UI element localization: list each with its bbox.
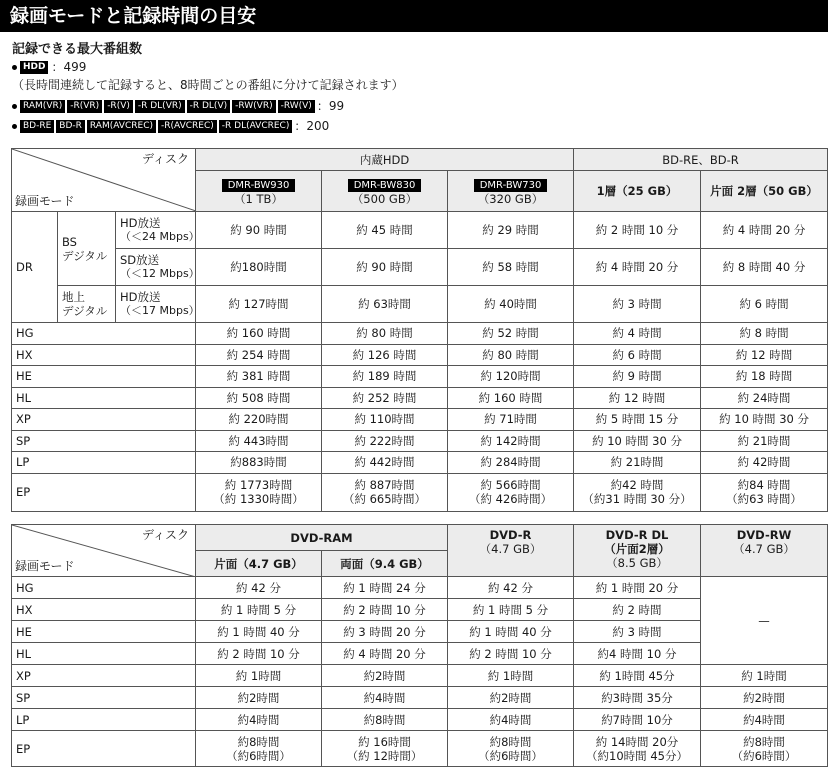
dvd-rw-name: DVD-RW: [736, 528, 792, 542]
bullet-icon: [12, 65, 17, 70]
table1-corner: [12, 149, 196, 212]
table-row: [12, 323, 828, 345]
table-cell: 約 24時間: [701, 387, 828, 409]
bd-single-header: 1層（25 GB）: [574, 171, 701, 212]
group-hdd: 内蔵HDD: [196, 149, 574, 171]
dvd-r-dl-name: DVD-R DL: [605, 528, 669, 542]
table-cell: 約 126 時間: [322, 344, 448, 366]
corner-disc-label: ディスク: [141, 528, 189, 542]
table-cell: 約4時間: [196, 709, 322, 731]
table-cell: 約 4 時間: [574, 323, 701, 345]
mode-label: HE: [12, 621, 196, 643]
table-cell: 約 1 時間 24 分: [322, 577, 448, 599]
table-cell: 約180時間: [196, 249, 322, 286]
table-cell: 約 3 時間 20 分: [322, 621, 448, 643]
table-cell: 約 90 時間: [196, 212, 322, 249]
dvd-rw-not-supported: —: [701, 577, 828, 665]
model-header: [196, 171, 322, 212]
table-cell: 約 2 時間 10 分: [574, 212, 701, 249]
table-cell: 約 160 時間: [196, 323, 322, 345]
table-cell: 約3時間 35分: [574, 687, 701, 709]
format-chip: RAM(VR): [20, 100, 65, 113]
table-row: [12, 249, 828, 286]
format-chip: -R(V): [104, 100, 133, 113]
value-main: 約42 時間: [610, 478, 664, 492]
table-cell: 約 1時間: [701, 665, 828, 687]
table-cell: 約 443時間: [196, 430, 322, 452]
table-row: [12, 366, 828, 388]
ram-dual-header: 両面（9.4 GB）: [322, 551, 448, 577]
mode-label: EP: [12, 473, 196, 511]
model-name: [322, 177, 447, 192]
table-cell: [322, 473, 448, 511]
model-header: [322, 171, 448, 212]
value-sub: （約6時間）: [731, 748, 797, 763]
format-chip: -R(AVCREC): [158, 120, 217, 133]
format-chip: -R DL(AVCREC): [219, 120, 293, 133]
table-cell: 約 21時間: [701, 430, 828, 452]
bullet-icon: [12, 104, 17, 109]
table-cell: 約8時間: [322, 709, 448, 731]
table-cell: 約 9 時間: [574, 366, 701, 388]
table-row: [12, 387, 828, 409]
table-cell: [574, 473, 701, 511]
bs-digital-label: BS デジタル: [58, 212, 116, 286]
mode-label: HX: [12, 599, 196, 621]
table-cell: [196, 731, 322, 767]
mode-label: XP: [12, 665, 196, 687]
table-row: [12, 665, 828, 687]
value-sub: （約 12時間）: [346, 748, 423, 763]
hdd-chip: HDD: [20, 61, 48, 74]
table-cell: 約4 時間 10 分: [574, 643, 701, 665]
format-chip: -R DL(V): [187, 100, 231, 113]
format-chip: BD-RE: [20, 120, 54, 133]
table-cell: 約 2 時間 10 分: [448, 643, 574, 665]
table-cell: 約2時間: [322, 665, 448, 687]
bitrate: （＜24 Mbps）: [120, 230, 200, 243]
model-capacity: （500 GB）: [351, 191, 418, 206]
table-cell: [574, 731, 701, 767]
table-cell: 約2時間: [701, 687, 828, 709]
table-cell: 約 12 時間: [701, 344, 828, 366]
format-chip: -R DL(VR): [135, 100, 185, 113]
table-cell: [196, 473, 322, 511]
value-main: 約 14時間 20分: [595, 734, 679, 749]
dvd-r-name: DVD-R: [489, 528, 532, 542]
table-cell: 約4時間: [448, 709, 574, 731]
value-sub: （約10時間 45分）: [586, 748, 688, 763]
table-row: [12, 577, 828, 599]
dvd-r-capacity: （4.7 GB）: [479, 542, 542, 556]
group-dvd-r: [448, 525, 574, 577]
table-cell: 約 2 時間: [574, 599, 701, 621]
broadcast-type: [116, 212, 200, 249]
bullet-icon: [12, 124, 17, 129]
value-main: 約 1773時間: [224, 478, 293, 492]
table-cell: 約4時間: [322, 687, 448, 709]
value-main: 約84 時間: [737, 478, 791, 492]
table-cell: 約 42 分: [196, 577, 322, 599]
table-cell: 約 1 時間 5 分: [448, 599, 574, 621]
table-cell: 約 80 時間: [448, 344, 574, 366]
table-cell: 約 10 時間 30 分: [701, 409, 828, 431]
value-sub: （約6時間）: [478, 748, 543, 763]
hdd-value: ：499: [51, 60, 87, 74]
mode-label: SP: [12, 430, 196, 452]
hdd-bd-table: [11, 148, 828, 512]
group-dvd-rw: [701, 525, 828, 577]
value-main: 約8時間: [237, 734, 280, 749]
table-cell: 約 160 時間: [448, 387, 574, 409]
table-cell: 約 3 時間: [574, 286, 701, 323]
table-cell: 約 71時間: [448, 409, 574, 431]
bd-line: [12, 117, 329, 134]
value-sub: （約63 時間）: [726, 492, 802, 506]
value-sub: （約6時間）: [226, 748, 291, 763]
dvd-table: [11, 524, 828, 767]
table-cell: 約 1 時間 40 分: [448, 621, 574, 643]
table-cell: 約 4 時間 20 分: [701, 212, 828, 249]
corner-disc-label: ディスク: [141, 152, 190, 166]
table-cell: 約 6 時間: [574, 344, 701, 366]
corner-mode-label: 録画モード: [15, 194, 75, 208]
table-cell: 約 220時間: [196, 409, 322, 431]
bd-dual-header: 片面 2層（50 GB）: [701, 171, 828, 212]
table-cell: [448, 731, 574, 767]
table-cell: 約 1時間: [448, 665, 574, 687]
broadcast-name: HD放送: [120, 216, 161, 230]
value-sub: （約 426時間）: [468, 492, 553, 506]
chijo-digital-label: 地上 デジタル: [58, 286, 116, 323]
mode-label: HL: [12, 643, 196, 665]
table-cell: 約 381 時間: [196, 366, 322, 388]
table-cell: [701, 731, 828, 767]
table-cell: 約 8 時間 40 分: [701, 249, 828, 286]
dvd-value: ：99: [316, 99, 345, 113]
table-cell: 約 4 時間 20 分: [322, 643, 448, 665]
mode-label: HL: [12, 387, 196, 409]
table-cell: 約 254 時間: [196, 344, 322, 366]
table-cell: 約 29 時間: [448, 212, 574, 249]
value-main: 約 566時間: [480, 478, 541, 492]
table-cell: 約 21時間: [574, 452, 701, 474]
model-badge: DMR-BW930: [222, 179, 296, 192]
group-dvd-ram: DVD-RAM: [196, 525, 448, 551]
value-sub: （約 665時間）: [342, 492, 427, 506]
table-cell: 約 1 時間 20 分: [574, 577, 701, 599]
table-cell: [448, 473, 574, 511]
table-cell: 約 127時間: [196, 286, 322, 323]
table-cell: 約 2 時間 10 分: [196, 643, 322, 665]
mode-dr: DR: [12, 212, 58, 323]
table-row: [12, 286, 828, 323]
section-subtitle: 記録できる最大番組数: [12, 42, 143, 57]
table-cell: 約 4 時間 20 分: [574, 249, 701, 286]
table-cell: 約 6 時間: [701, 286, 828, 323]
group-bd: BD-RE、BD-R: [574, 149, 828, 171]
table-cell: [322, 731, 448, 767]
table-row: [12, 344, 828, 366]
table-cell: 約 18 時間: [701, 366, 828, 388]
table-cell: 約 189 時間: [322, 366, 448, 388]
table-row: [12, 709, 828, 731]
broadcast-name: HD放送: [120, 290, 161, 304]
table-cell: 約 3 時間: [574, 621, 701, 643]
table-cell: 約4時間: [701, 709, 828, 731]
table-cell: 約 284時間: [448, 452, 574, 474]
table-cell: 約 58 時間: [448, 249, 574, 286]
table-cell: 約7時間 10分: [574, 709, 701, 731]
dvd-r-dl-sub: （片面2層）: [604, 542, 670, 556]
mode-label: LP: [12, 452, 196, 474]
mode-label: EP: [12, 731, 196, 767]
table-row: [12, 731, 828, 767]
bitrate: （＜12 Mbps）: [120, 267, 200, 280]
table-cell: [701, 473, 828, 511]
value-main: 約8時間: [489, 734, 532, 749]
table-cell: 約 42時間: [701, 452, 828, 474]
table-row: [12, 430, 828, 452]
model-name: [448, 177, 573, 192]
table-cell: 約 120時間: [448, 366, 574, 388]
value-main: 約 887時間: [354, 478, 415, 492]
format-chip: BD-R: [56, 120, 85, 133]
table-cell: 約 1時間 45分: [574, 665, 701, 687]
mode-label: HE: [12, 366, 196, 388]
broadcast-type: [116, 286, 200, 323]
table-cell: 約 222時間: [322, 430, 448, 452]
model-capacity: （320 GB）: [477, 191, 544, 206]
table-cell: 約 252 時間: [322, 387, 448, 409]
mode-label: HX: [12, 344, 196, 366]
dvd-rw-capacity: （4.7 GB）: [733, 542, 795, 556]
table-cell: 約 110時間: [322, 409, 448, 431]
table-cell: 約2時間: [448, 687, 574, 709]
format-chip: -RW(V): [278, 100, 315, 113]
table-cell: 約 442時間: [322, 452, 448, 474]
table-cell: 約 8 時間: [701, 323, 828, 345]
model-badge: DMR-BW730: [474, 179, 548, 192]
mode-label: HG: [12, 323, 196, 345]
table-row: [12, 452, 828, 474]
model-name: [196, 177, 321, 192]
table-cell: 約 10 時間 30 分: [574, 430, 701, 452]
mode-label: XP: [12, 409, 196, 431]
broadcast-type: [116, 249, 200, 286]
dvd-r-dl-capacity: （8.5 GB）: [606, 556, 668, 570]
table-cell: 約 63時間: [322, 286, 448, 323]
value-sub: （約 1330時間）: [213, 492, 304, 506]
table-cell: 約 5 時間 15 分: [574, 409, 701, 431]
table-cell: 約 2 時間 10 分: [322, 599, 448, 621]
mode-label: LP: [12, 709, 196, 731]
dvd-line: [12, 97, 344, 114]
model-capacity: （1 TB）: [234, 191, 283, 206]
table-cell: 約 12 時間: [574, 387, 701, 409]
mode-label: SP: [12, 687, 196, 709]
hdd-note: （長時間連続して記録すると、8時間ごとの番組に分けて記録されます）: [12, 78, 404, 92]
page-title: 録画モードと記録時間の目安: [0, 0, 828, 32]
broadcast-name: SD放送: [120, 253, 160, 267]
value-main: 約 16時間: [358, 734, 411, 749]
table-cell: 約 142時間: [448, 430, 574, 452]
table-row: [12, 473, 828, 511]
table-row: [12, 687, 828, 709]
ram-single-header: 片面（4.7 GB）: [196, 551, 322, 577]
table-cell: 約2時間: [196, 687, 322, 709]
format-chip: -RW(VR): [232, 100, 275, 113]
table-cell: 約 52 時間: [448, 323, 574, 345]
mode-label: HG: [12, 577, 196, 599]
table-cell: 約 42 分: [448, 577, 574, 599]
value-sub: （約31 時間 30 分）: [582, 492, 692, 506]
table-row: [12, 212, 828, 249]
hdd-line: [12, 58, 86, 75]
bitrate: （＜17 Mbps）: [120, 304, 200, 317]
format-chip: RAM(AVCREC): [87, 120, 156, 133]
corner-mode-label: 録画モード: [15, 559, 75, 573]
model-header: [448, 171, 574, 212]
table-cell: 約 45 時間: [322, 212, 448, 249]
table2-corner: [12, 525, 196, 577]
value-main: 約8時間: [743, 734, 785, 749]
group-dvd-r-dl: [574, 525, 701, 577]
table-cell: 約 1 時間 5 分: [196, 599, 322, 621]
table-cell: 約 80 時間: [322, 323, 448, 345]
table-cell: 約 40時間: [448, 286, 574, 323]
table-row: [12, 409, 828, 431]
table-cell: 約 1時間: [196, 665, 322, 687]
model-badge: DMR-BW830: [348, 179, 422, 192]
table-cell: 約 90 時間: [322, 249, 448, 286]
table-cell: 約 508 時間: [196, 387, 322, 409]
bd-value: ：200: [294, 119, 330, 133]
table-cell: 約 1 時間 40 分: [196, 621, 322, 643]
format-chip: -R(VR): [67, 100, 102, 113]
table-cell: 約883時間: [196, 452, 322, 474]
